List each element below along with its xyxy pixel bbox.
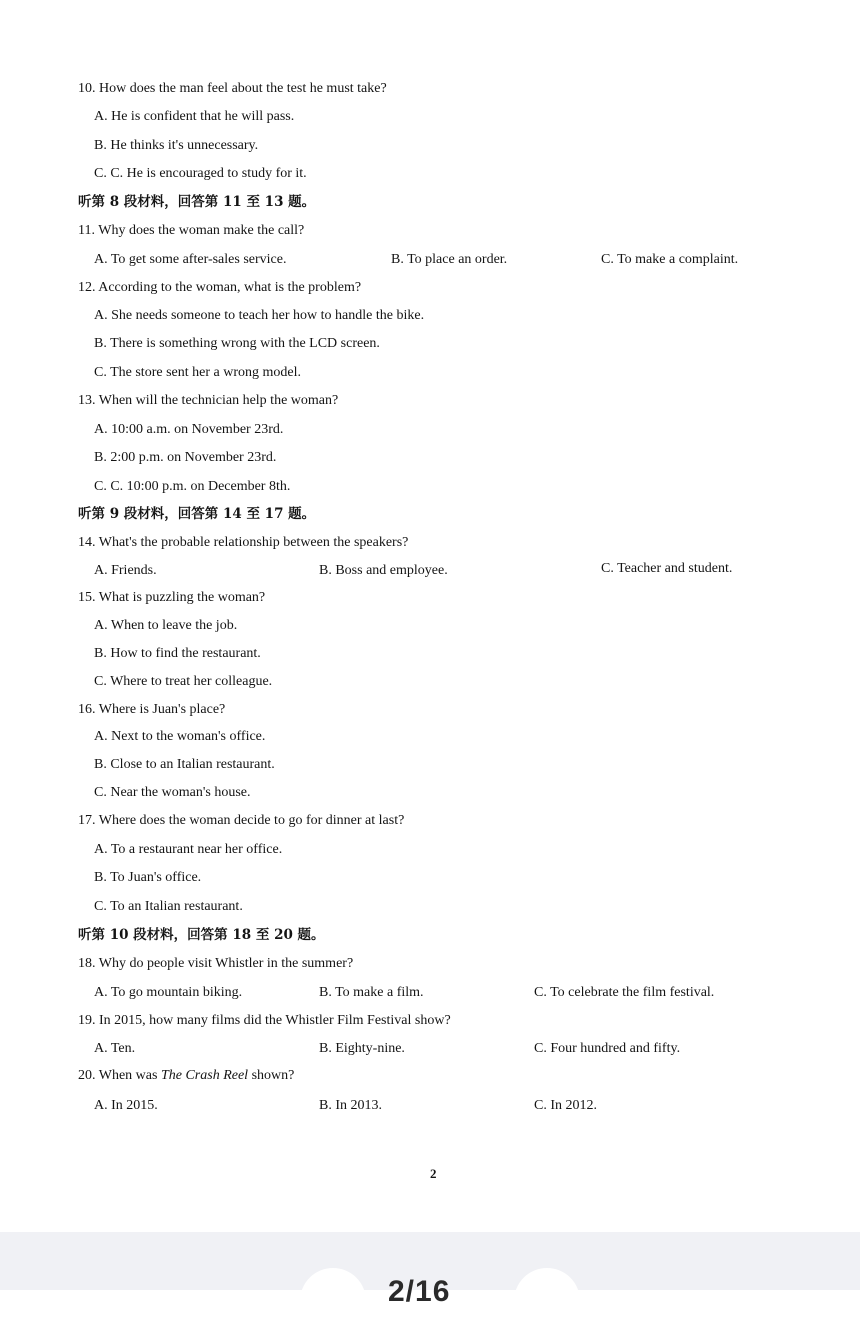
question-15-option-b: B. How to find the restaurant. [94, 646, 261, 661]
question-13-option-c: C. C. 10:00 p.m. on December 8th. [94, 479, 291, 494]
question-12-option-b: B. There is something wrong with the LCD screen. [94, 336, 380, 351]
question-18-stem: 18. Why do people visit Whistler in the summer? [78, 956, 354, 971]
question-16-option-c: C. Near the woman's house. [94, 785, 251, 800]
previous-page-button[interactable] [300, 1268, 366, 1334]
page-number: 2 [430, 1166, 437, 1181]
question-18-option-c: C. To celebrate the film festival. [534, 985, 715, 1000]
question-15-option-c: C. Where to treat her colleague. [94, 674, 273, 689]
question-11-option-b: B. To place an order. [391, 252, 508, 267]
question-10-stem: 10. How does the man feel about the test he must take? [78, 81, 387, 96]
question-18-option-b: B. To make a film. [319, 985, 424, 1000]
question-16-option-b: B. Close to an Italian restaurant. [94, 757, 275, 772]
question-17-stem: 17. Where does the woman decide to go for dinner at last? [78, 813, 405, 828]
question-10-option-a: A. He is confident that he will pass. [94, 109, 295, 124]
section-10-heading: 听第 10 段材料，回答第 18 至 20 题。 [78, 927, 325, 943]
question-20-stem-prefix: 20. When was [78, 1068, 161, 1083]
question-14-option-c: C. Teacher and student. [601, 561, 733, 576]
question-10-option-b: B. He thinks it's unnecessary. [94, 138, 259, 153]
question-16-option-a: A. Next to the woman's office. [94, 729, 266, 744]
question-20-stem-suffix: shown? [248, 1068, 295, 1083]
question-10-option-c: C. C. He is encouraged to study for it. [94, 166, 307, 181]
question-13-option-a: A. 10:00 a.m. on November 23rd. [94, 422, 284, 437]
question-12-option-c: C. The store sent her a wrong model. [94, 365, 301, 380]
question-16-stem: 16. Where is Juan's place? [78, 702, 226, 717]
question-20-option-b: B. In 2013. [319, 1098, 382, 1113]
question-17-option-b: B. To Juan's office. [94, 870, 202, 885]
question-13-option-b: B. 2:00 p.m. on November 23rd. [94, 450, 277, 465]
question-11-option-a: A. To get some after-sales service. [94, 252, 287, 267]
question-20-option-a: A. In 2015. [94, 1098, 158, 1113]
question-13-stem: 13. When will the technician help the woman? [78, 393, 339, 408]
question-14-option-b: B. Boss and employee. [319, 563, 448, 578]
question-15-option-a: A. When to leave the job. [94, 618, 238, 633]
film-title: The Crash Reel [160, 1068, 249, 1083]
viewer-toolbar [0, 1232, 860, 1308]
question-12-option-a: A. She needs someone to teach her how to handle the bike. [94, 308, 425, 323]
question-18-option-a: A. To go mountain biking. [94, 985, 243, 1000]
question-14-stem: 14. What's the probable relationship between the speakers? [78, 535, 409, 550]
question-15-stem: 15. What is puzzling the woman? [78, 590, 266, 605]
question-19-option-c: C. Four hundred and fifty. [534, 1041, 681, 1056]
question-17-option-a: A. To a restaurant near her office. [94, 842, 283, 857]
question-19-option-a: A. Ten. [94, 1041, 136, 1056]
question-12-stem: 12. According to the woman, what is the problem? [78, 280, 362, 295]
question-19-stem: 19. In 2015, how many films did the Whistler Film Festival show? [78, 1013, 451, 1028]
question-20-option-c: C. In 2012. [534, 1098, 597, 1113]
question-14-option-a: A. Friends. [94, 563, 157, 578]
question-11-option-c: C. To make a complaint. [601, 252, 739, 267]
question-20-stem [78, 1067, 294, 1085]
section-8-heading: 听第 8 段材料，回答第 11 至 13 题。 [78, 194, 316, 210]
question-19-option-b: B. Eighty-nine. [319, 1041, 405, 1056]
question-17-option-c: C. To an Italian restaurant. [94, 899, 243, 914]
section-9-heading: 听第 9 段材料，回答第 14 至 17 题。 [78, 506, 316, 522]
next-page-button[interactable] [514, 1268, 580, 1334]
question-11-stem: 11. Why does the woman make the call? [78, 223, 305, 238]
page-counter: 2/16 [388, 1275, 451, 1308]
